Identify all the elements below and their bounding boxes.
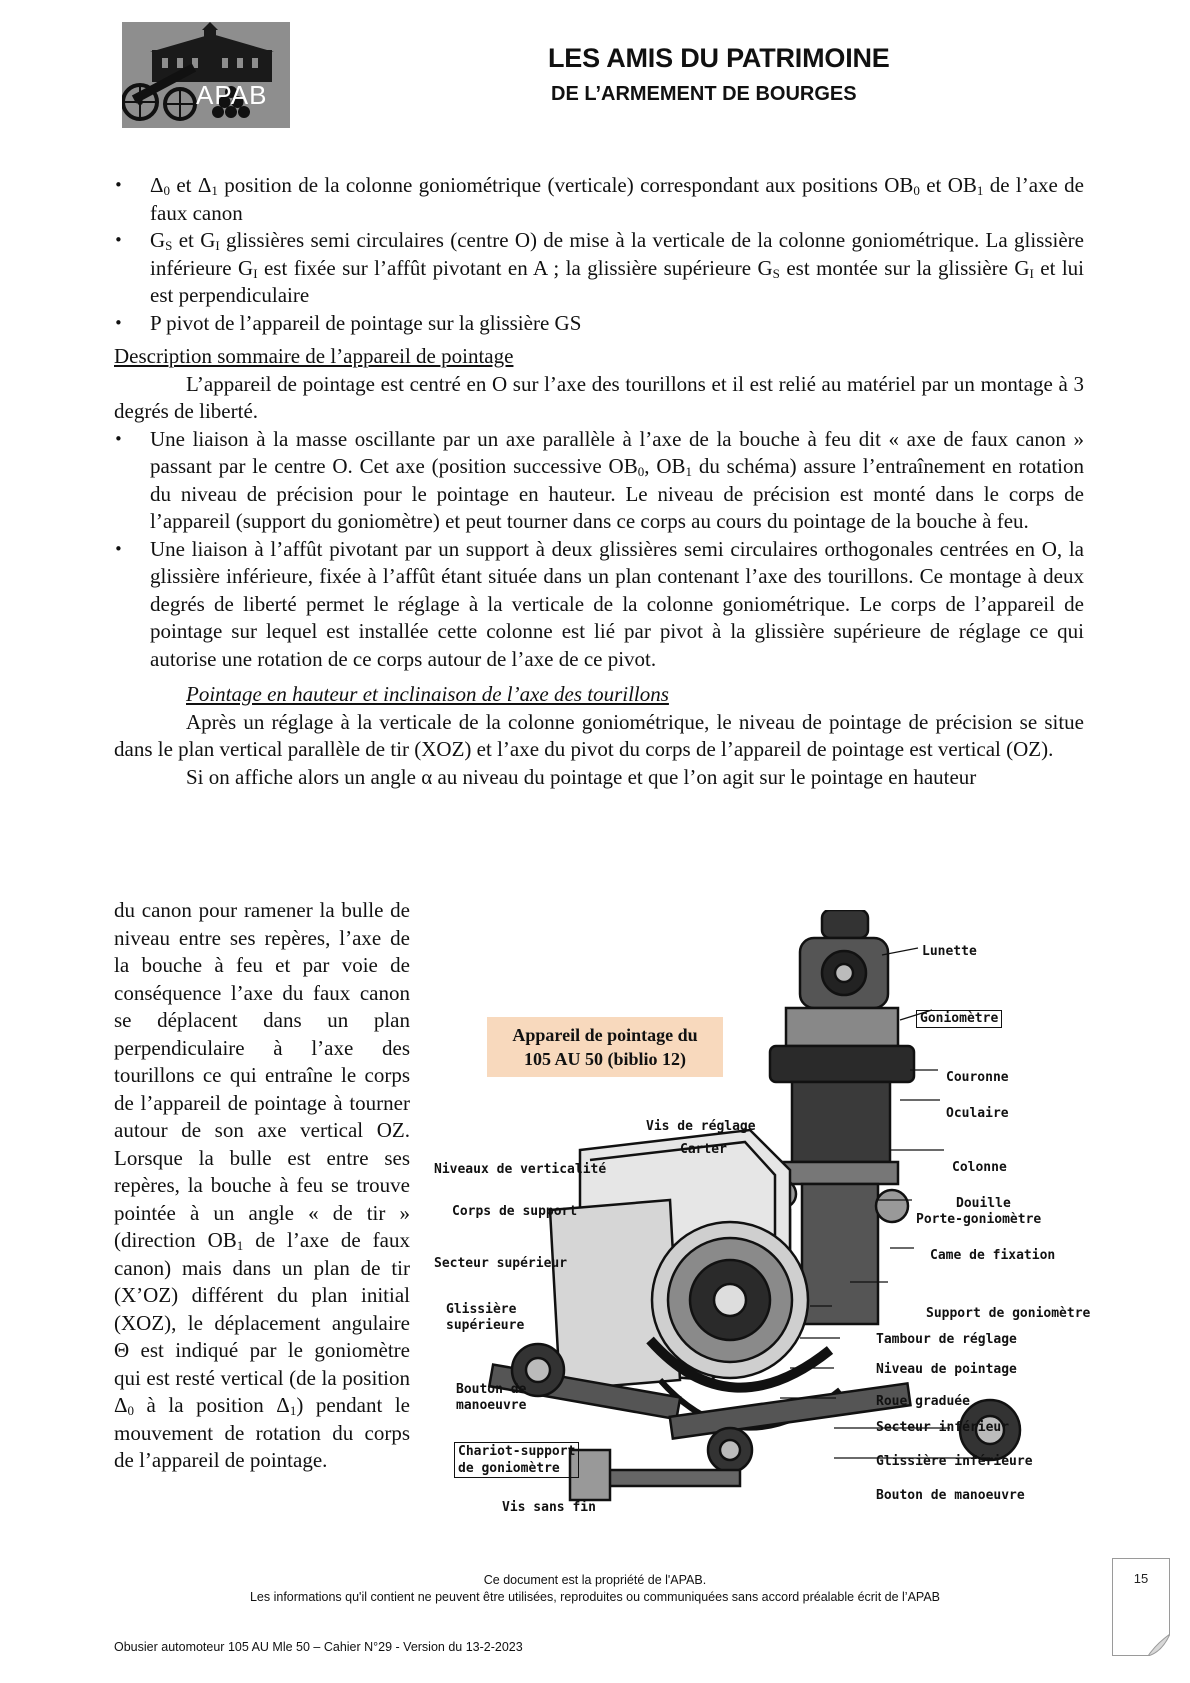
label-chariot-line: Chariot-support [458, 1444, 576, 1459]
header-title: LES AMIS DU PATRIMOINE [548, 43, 890, 73]
label-tambour-reglage: Tambour de réglage [876, 1332, 1017, 1347]
bullet-item: • $\Delta_0$ et $\Delta_1$ position de la colonne goniométrique (verticale) correspondant aux positions $OB_0$ et $OB_1$ de l’axe de faux canon [114, 172, 1084, 227]
label-oculaire: Oculaire [946, 1106, 1009, 1121]
paragraph-column: du canon pour ramener la bulle de niveau entre ses repères, l’axe de la bouche à feu et par voie de conséquence l’axe du faux canon se déplacent dans un plan perpendiculaire à l’axe des tourillons ce qui entraîne le corps de l’appareil de pointage à tourner autour de son axe vertical OZ. Lorsque la bulle est entre ses repères, la bouche à feu se trouve pointée à un angle « de tir » (direction $OB_1$ de l’axe de faux canon) mais dans un plan de tir (X’OZ) différent du plan initial (XOZ), le déplacement angulaire Θ est indiqué par le goniomètre qui est resté vertical (de la position $\Delta_0$ à la position $\Delta_1$) pendant le mouvement de rotation du corps de l’appareil de pointage. [114, 898, 411, 1472]
subsection-heading: Pointage en hauteur et inclinaison de l’axe des tourillons [186, 682, 669, 706]
label-colonne: Colonne [952, 1160, 1007, 1175]
page-number-box [1112, 1558, 1170, 1656]
footer-notice: Les informations qu'il contient ne peuvent être utilisées, reproduites ou communiquées sans accord préalable écrit de l’APAB [249, 1590, 941, 1604]
label-niveau-pointage: Niveau de pointage [876, 1362, 1017, 1377]
caption-line: Appareil de pointage du [512, 1025, 698, 1045]
label-carter: Carter [680, 1142, 727, 1157]
label-porte-goniometre: Porte-goniomètre [916, 1212, 1042, 1227]
label-chariot-line: de goniomètre [458, 1461, 560, 1476]
label-couronne: Couronne [946, 1070, 1009, 1085]
label-glissiere-sup-1: Glissière [446, 1302, 517, 1317]
label-goniometre: Goniomètre [916, 1010, 1002, 1028]
label-support-goniometre: Support de goniomètre [926, 1306, 1091, 1321]
label-corps-support: Corps de support [452, 1204, 578, 1219]
label-bouton-manoeuvre-1b: manoeuvre [456, 1398, 527, 1413]
section-heading: Description sommaire de l’appareil de pointage [114, 344, 514, 368]
label-roue-graduee: Roue graduée [876, 1394, 970, 1409]
label-secteur-inferieur: Secteur inférieur [876, 1420, 1010, 1435]
bullet-item: • $G_S$ et $G_I$ glissières semi circulaires (centre O) de mise à la verticale de la colonne goniométrique. La glissière inférieure $G_I$ est fixée sur l’affût pivotant en A ; la glissière supérieure $G_S$ est montée sur la glissière $G_I$ et lui est perpendiculaire [114, 227, 1084, 310]
bullet-item: • Une liaison à la masse oscillante par un axe parallèle à l’axe de la bouche à feu dit « axe de faux canon » passant par le centre O. Cet axe (position successive $OB_0$, $OB_1$ du schéma) assure l’entraînement en rotation du niveau de précision pour le pointage en hauteur. Le niveau de précision est monté dans le corps de l’appareil (support du goniomètre) et peut tourner dans ce corps au cours du pointage de la bouche à feu. [114, 426, 1084, 536]
main-text [114, 172, 1084, 791]
label-bouton-manoeuvre-1a: Bouton de [456, 1382, 527, 1397]
bullet-item: • P pivot de l’appareil de pointage sur la glissière GS [114, 310, 1084, 338]
label-vis-reglage: Vis de réglage [646, 1119, 756, 1134]
figure-caption [487, 1017, 723, 1077]
logo-text: APAB [196, 80, 268, 110]
label-came-fixation: Came de fixation [930, 1248, 1056, 1263]
caption-line: 105 AU 50 (biblio 12) [523, 1049, 687, 1069]
label-glissiere-sup-2: supérieure [446, 1318, 525, 1333]
logo-artwork-icon [122, 22, 290, 128]
label-chariot-support [454, 1442, 579, 1478]
label-secteur-superieur: Secteur supérieur [434, 1256, 568, 1271]
label-lunette: Lunette [922, 944, 977, 959]
paragraph: Après un réglage à la verticale de la colonne goniométrique, le niveau de pointage de précision se situe dans le plan vertical parallèle de tir (XOZ) et l’axe du pivot du corps de l’appareil de pointage est vertical (OZ). [114, 709, 1084, 761]
label-glissiere-inferieure: Glissière inférieure [876, 1454, 1033, 1469]
page-number: 15 [1133, 1571, 1149, 1586]
page-curl-icon [1148, 1634, 1170, 1656]
bullet-item: • Une liaison à l’affût pivotant par un support à deux glissières semi circulaires orthogonales centrées en O, la glissière inférieure, fixée à l’affût étant située dans un plan contenant l’axe des tourillons. Ce montage à deux degrés de liberté permet le réglage à la verticale de la colonne goniométrique. Le corps de l’appareil de pointage sur lequel est installée cette colonne est lié par pivot à la glissière supérieure de réglage ce qui autorise une rotation de ce corps autour de l’axe de ce pivot. [114, 536, 1084, 674]
paragraph: L’appareil de pointage est centré en O sur l’axe des tourillons et il est relié au matériel par un montage à 3 degrés de liberté. [114, 371, 1084, 423]
paragraph: Si on affiche alors un angle α au niveau du pointage et que l’on agit sur le pointage en hauteur [186, 764, 977, 789]
footer-doc-ref: Obusier automoteur 105 AU Mle 50 – Cahier N°29 - Version du 13-2-2023 [114, 1640, 523, 1654]
label-bouton-manoeuvre-2: Bouton de manoeuvre [876, 1488, 1025, 1503]
header-subtitle: DE L’ARMEMENT DE BOURGES [551, 83, 857, 105]
label-douille: Douille [956, 1196, 1011, 1211]
label-niveaux-verticalite: Niveaux de verticalité [434, 1162, 607, 1177]
footer-notice: Ce document est la propriété de l'APAB. [483, 1573, 707, 1587]
label-vis-sans-fin: Vis sans fin [502, 1500, 596, 1515]
apab-logo [122, 22, 290, 128]
